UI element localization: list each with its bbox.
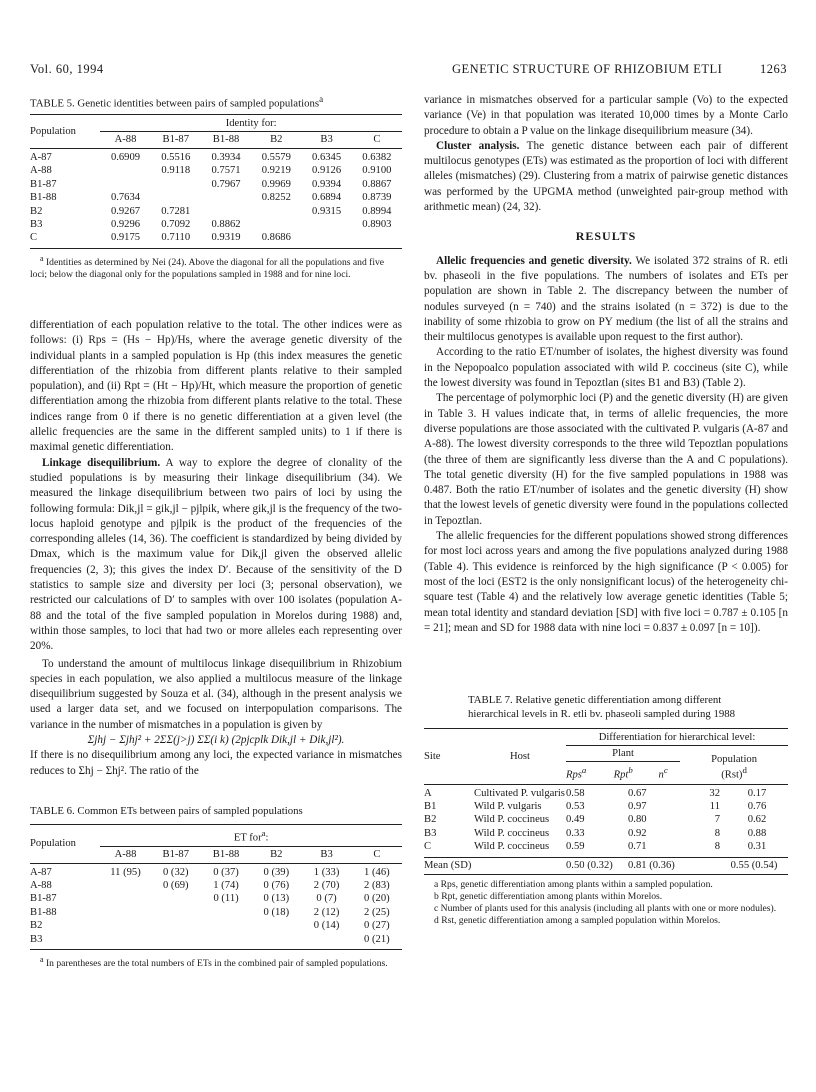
allelic-heading: Allelic frequencies and genetic diversity. [436, 254, 632, 267]
table5-cell [251, 205, 301, 218]
table5-row [30, 178, 402, 191]
table6-row [30, 879, 402, 892]
table7-mean-row [424, 860, 788, 871]
table5-cell: 0.8252 [261, 192, 291, 204]
table7-footnote-line: c Number of plants used for this analysis (including all plants with one or more nodules). [434, 902, 777, 914]
table7-site-header: Site [424, 750, 441, 762]
table7-host-cell: Wild P. vulgaris [474, 800, 542, 812]
running-header-title [452, 62, 722, 77]
table5-cell [301, 231, 351, 244]
table5-row [30, 231, 402, 244]
table7-span-header: Differentiation for hierarchical level: [566, 732, 788, 746]
table7-mean-pop: 0.55 (0.54) [730, 859, 778, 871]
table5-row-label: B2 [30, 205, 43, 217]
table6-cell [100, 933, 150, 946]
table6-cell: 0 (69) [162, 879, 189, 891]
table6-cell: 0 (37) [213, 866, 239, 878]
table5-caption [30, 93, 402, 111]
table6-cell: 2 (12) [313, 906, 340, 918]
table6-row-header: Population [30, 838, 76, 850]
table6-row [30, 906, 402, 919]
table7-pop-cell: 0.62 [747, 814, 767, 826]
table7-pop-cell: 0.17 [747, 787, 767, 799]
table5-footnote-mark: a [40, 253, 44, 263]
table5-cell [301, 218, 351, 231]
table6-cell: 2 (25) [364, 906, 390, 918]
table6-footnote-text: In parentheses are the total numbers of ETs in the combined pair of sampled populations. [45, 958, 388, 970]
table5-row-label: B3 [30, 219, 43, 231]
table7-rps-cell: 0.49 [566, 814, 585, 826]
table6-cell [100, 892, 150, 905]
table7-rps-cell: 0.33 [566, 827, 585, 839]
cluster-body: The genetic distance between each pair of different multilocus genotypes (ETs) was estimated as the proportion of loci with different alleles (mismatches) (29). Clustering from a matrix of pairwise genetic distances was performed by the UPGMA method (unweighted pair-group method with arithmetic mean) (24, 32). [424, 139, 788, 214]
table5-col-header: C [373, 134, 381, 145]
linkage-body: A way to explore the degree of clonality of the studied populations is by measuring their linkage disequilibrium (34). We measured the linkage disequilibrium between two pairs of loci by using the following formula: Dik,jl = gik,jl − pjlpik, where gik,jl is the frequency of the two-locus haploid genotype and pjlpik is the product of the frequencies of the corresponding alleles (14, 36). The coefficient is standardized by being divided by Dmax, which is the maximum value for Dik,jl given the observed allelic frequencies (2, 3); this gives the index D′. Because of the sensitivity of the D statistics to sample size and diversity per loci (3; personal observation), we restricted our calculations of D′ to samples with over 100 isolates (population A-88 and the total of the five sampled population in Morelos during 1988) and, within those samples, to loci that had two or more alleles each representing over 20%. [30, 456, 402, 653]
table6-cell [151, 892, 201, 905]
table5-cell [201, 191, 251, 204]
table6-cell: 0 (14) [313, 920, 340, 932]
table7-plant-header: Plant [566, 746, 680, 762]
table5-cell: 0.6382 [362, 152, 392, 163]
table5-cell: 0.9315 [312, 205, 342, 217]
table7-rpt-label: Rpt [613, 769, 629, 781]
table6-cell [100, 906, 150, 919]
table5-cell: 0.7110 [161, 232, 191, 244]
table5-cell: 0.9175 [110, 232, 141, 244]
table7-n-header: $n^c$ [658, 765, 668, 781]
table6-cell: 0 (7) [316, 893, 337, 905]
table7-site-cell: B1 [424, 800, 437, 812]
left-body-text [30, 318, 402, 779]
table5-row-label: B1-88 [30, 192, 57, 204]
table5-cell [251, 218, 301, 231]
table6-col-header: A-88 [114, 848, 137, 860]
table7-row [424, 840, 788, 853]
table6-cell: 2 (70) [313, 879, 340, 891]
table7-rpt-cell: 0.80 [628, 814, 647, 826]
table7-pop-cell: 0.88 [747, 827, 767, 839]
table5-row-label: A-88 [30, 165, 52, 177]
table6-row-label: B2 [30, 920, 43, 932]
table7-pop-cell: 0.76 [747, 800, 767, 812]
right-paragraph-4: The percentage of polymorphic loci (P) and the genetic diversity (H) are given in Table 3. H values indicate that, in terms of allelic frequencies, the more diverse populations are those associated with the cultivated P. vulgaris (A-87 and A-88). The lowest diversity corresponds to the three wild Tepoztlan populations (the three of them are significantly less diverse than the A and C populations). The total genetic diversity (H) for the five sampled populations in 1988 was 0.487. Both the ratio ET/number of isolates and the genetic diversity (H) show that the lowest levels of genetic diversity were found in the populations collected in Tepoztlan. [424, 392, 788, 527]
table7-n-cell: 7 [714, 814, 720, 826]
table5-cell: 0.7634 [110, 192, 141, 204]
table6-row [30, 919, 402, 932]
table6-cell [251, 933, 301, 946]
table7-n-cell: 8 [714, 827, 720, 839]
table7-row [424, 787, 788, 800]
table5-footnote [30, 253, 402, 281]
running-header-volume: Vol. 60, 1994 [30, 62, 104, 76]
table5-cell: 0.7571 [211, 165, 241, 177]
right-paragraph-3: According to the ratio ET/number of isolates, the highest diversity was found in the Nepopoalco population associated with wild P. coccineus (site C), while the lowest diversity was found in Tepoztlan (sites B1 and B3) (Table 2). [424, 346, 788, 390]
table6-cell: 1 (74) [213, 879, 239, 891]
table7-host-header: Host [509, 750, 530, 762]
left-paragraph-4: If there is no disequilibrium among any loci, the expected variance in mismatches reduces to Σhj − Σhj². The ratio of the [30, 749, 402, 777]
table6-col-header: C [373, 848, 381, 860]
table6-cell [100, 879, 150, 892]
table7-host-cell: Wild P. coccineus [474, 841, 550, 853]
cluster-paragraph [424, 139, 788, 215]
table7-n-label: n [658, 769, 664, 781]
table7-rpt-cell: 0.92 [628, 827, 647, 839]
table5 [30, 114, 402, 281]
table7-host-cell: Cultivated P. vulgaris [474, 787, 565, 799]
table7-n-cell: 8 [714, 841, 720, 853]
table6-cell: 0 (18) [263, 906, 290, 918]
table7-host-cell: Wild P. coccineus [474, 827, 550, 839]
table6-span-mark: a [261, 828, 266, 838]
table7-rps-header: Rps$^a$ [566, 765, 587, 781]
table5-cell: 0.6909 [110, 152, 141, 163]
table5-row [30, 191, 402, 204]
table7-rst-label: (Rst) [721, 769, 743, 781]
allelic-body: We isolated 372 strains of R. etli bv. phaseoli in the five populations. The numbers of isolates and ETs per population are shown in Table 2. The discrepancy between the number of nodules surveyed (n = 740) and the strains isolated (n = 372) is due to the inability of some rhizobia to grow on PY medium (the list of all the strains and their multilocus genotypes is available upon request to the first author). [424, 254, 788, 344]
table5-row-label: C [30, 232, 38, 244]
table6-col-header: B1-87 [162, 848, 190, 860]
table5-cell: 0.5579 [261, 152, 291, 163]
table6-cell: 0 (20) [364, 893, 390, 905]
results-heading: RESULTS [575, 229, 637, 244]
right-paragraph-5: The allelic frequencies for the different populations showed strong differences for most loci across years and among the five populations analyzed during 1988 (Table 4). This evidence is reinforced by the high significance (P < 0.005) for most of the loci (EST2 is the only nonsignificant locus) of the heterogeneity chi-square test (Table 4) and the relatively low average genetic identities (Table 5; mean total identity and standard deviation [SD] with five loci = 0.787 ± 0.105 [n = 21]; mean and SD for 1988 data with nine loci = 0.837 ± 0.097 [n = 10]). [424, 530, 788, 634]
table7-footnotes [424, 879, 788, 927]
table5-cell: 0.8686 [261, 232, 291, 244]
table6-cell: 0 (27) [364, 920, 390, 932]
table5-cell: 0.8739 [362, 192, 392, 204]
table7-rpt-cell: 0.71 [628, 841, 647, 853]
table6-span-header-text: ET for [233, 832, 262, 844]
table6-cell: 2 (83) [364, 879, 390, 891]
table5-caption-mark: a [319, 94, 324, 104]
table7 [424, 728, 788, 927]
table5-row-label: A-87 [30, 152, 52, 163]
table5-cell: 0.8903 [362, 219, 392, 231]
table7-host-cell: Wild P. coccineus [474, 814, 550, 826]
table5-cell: 0.7281 [161, 205, 191, 217]
table6-cell: 0 (13) [263, 893, 290, 905]
table6-footnote-mark: a [40, 954, 44, 964]
table5-col-header: B1-88 [212, 134, 240, 145]
table7-footnote-line: b Rpt, genetic differentiation among plants within Morelos. [434, 890, 663, 902]
table6-cell: 0 (76) [263, 879, 290, 891]
table5-row [30, 164, 402, 177]
table7-population-header: Population (Rst)$^d$ [711, 754, 758, 781]
table5-cell [100, 164, 150, 177]
table5-cell: 0.9319 [211, 232, 241, 244]
table6-cell [301, 933, 351, 946]
table7-site-cell: C [424, 841, 432, 853]
table6-cell: 0 (32) [162, 866, 189, 878]
table7-row [424, 800, 788, 813]
table5-cell: 0.9126 [312, 165, 342, 177]
table6-row-label: B1-88 [30, 906, 57, 918]
table6-row-label: A-87 [30, 866, 52, 878]
table7-site-cell: B2 [424, 814, 437, 826]
left-paragraph-3: To understand the amount of multilocus linkage disequilibrium in Rhizobium species in each population, we also applied a multilocus measure of the linkage disequilibrium suggested by Souza et al. (34), although in the present analysis we used a larger data set, and we focused on interpopulation comparisons. The variance in the number of mismatches in a population is given by [30, 657, 402, 731]
table7-mean-label: Mean (SD) [424, 859, 472, 871]
table5-cell [151, 191, 201, 204]
table6-cell [201, 919, 251, 932]
table5-row [30, 218, 402, 231]
table7-caption: TABLE 7. Relative genetic differentiation among different hierarchical levels in R. etli bv. phaseoli sampled during 1988 [468, 694, 736, 720]
table5-cell: 0.9394 [312, 178, 342, 190]
table6-cell: 0 (39) [263, 866, 290, 878]
left-paragraph-1: differentiation of each population relative to the total. The other indices were as follows: (i) Rps = (Hs − Hp)/Hs, where the average genetic diversity of the individual plants in a sampled population is Hp (this index measures the genetic differentiation of the rhizobia from different plants relative to their sampled population), and (ii) Rpt = (Ht − Hp)/Ht, which measure the proportion of genetic differentiation among the rhizobia from different plants relative to the total. These indices range from 0 if there is no genetic differentiation at a given level (the allelic frequencies are the same in the different sampled units) to 1 if there is maximal genetic differentiation. [30, 319, 402, 454]
table7-rpt-cell: 0.97 [628, 800, 647, 812]
table7-population-label: Population [711, 754, 758, 765]
table6-cell: 0 (11) [213, 893, 239, 905]
table6-cell: 1 (46) [364, 866, 390, 878]
table6-cell [151, 919, 201, 932]
page-number: 1263 [760, 62, 787, 76]
table7-row [424, 813, 788, 826]
table5-cell: 0.5516 [161, 152, 191, 163]
right-paragraph-1: variance in mismatches observed for a particular sample (Vo) to the expected variance (Ve) in that population was iterated 10,000 times by a Monte Carlo procedure to obtain a P value on the linkage disequilibrium measure (34). [424, 94, 788, 137]
table6-cell: 1 (33) [313, 866, 340, 878]
header-title-text: GENETIC STRUCTURE OF RHIZOBIUM ETLI [452, 62, 723, 76]
table5-cell: 0.9118 [161, 165, 191, 177]
linkage-heading: Linkage disequilibrium. [42, 456, 161, 469]
table5-cell: 0.9267 [110, 205, 141, 217]
table6-cell: 0 (21) [364, 933, 390, 945]
table7-n-cell: 32 [709, 787, 720, 799]
table6-row [30, 933, 402, 946]
table5-cell: 0.6345 [312, 152, 342, 163]
table6-row [30, 892, 402, 905]
table6-cell [100, 919, 150, 932]
table7-pop-cell: 0.31 [747, 841, 767, 853]
table7-site-cell: A [424, 787, 432, 799]
table5-col-header: B2 [270, 134, 283, 145]
table6 [30, 824, 402, 970]
cluster-heading: Cluster analysis. [436, 139, 520, 152]
table6-col-header: B2 [270, 848, 283, 860]
table6-row [30, 866, 402, 879]
table5-cell [100, 178, 150, 191]
table5-cell: 0.3934 [211, 152, 241, 163]
right-body-text [424, 93, 788, 636]
table6-cell [201, 906, 251, 919]
table5-cell [151, 178, 201, 191]
table5-cell: 0.7967 [211, 178, 241, 190]
table6-row-label: B3 [30, 933, 43, 945]
table5-row-header: Population [30, 126, 76, 137]
table5-col-header: A-88 [114, 134, 137, 145]
table7-mean-rpt: 0.81 (0.36) [628, 859, 675, 871]
table7-rpt-cell: 0.67 [628, 787, 647, 799]
table5-cell: 0.9296 [110, 219, 141, 231]
table7-rps-cell: 0.59 [566, 841, 585, 853]
table5-span-header: Identity for: [100, 118, 402, 132]
table7-rps-cell: 0.53 [566, 800, 585, 812]
table5-row [30, 151, 402, 164]
table7-footnote-line: a Rps, genetic differentiation among plants within a sampled population. [434, 878, 713, 890]
table5-cell [201, 205, 251, 218]
table5-row-label: B1-87 [30, 178, 57, 190]
table7-footnote-line: d Rst, genetic differentiation among a sampled population within Morelos. [434, 914, 721, 926]
table6-cell: 11 (95) [110, 866, 141, 878]
table5-col-header: B1-87 [162, 134, 190, 145]
table5-cell: 0.9219 [261, 165, 291, 177]
table6-caption: TABLE 6. Common ETs between pairs of sampled populations [30, 805, 303, 817]
table5-cell: 0.8867 [362, 178, 392, 190]
table6-col-header: B3 [320, 848, 333, 860]
table6-span-header: ET for$^a$: [100, 828, 402, 846]
mismatch-formula: Σjhj − Σjhj² + 2ΣΣ(j>j) ΣΣ(i k) (2pjcplk Dik,jl + Dik,jl²). [87, 734, 345, 747]
table6-row-label: B1-87 [30, 893, 57, 905]
table6-cell [151, 933, 201, 946]
table7-rps-label: Rps [566, 769, 582, 781]
table5-col-header: B3 [320, 134, 333, 145]
table7-row [424, 827, 788, 840]
table6-cell [201, 933, 251, 946]
table5-cell [352, 231, 402, 244]
table5-caption-text: TABLE 5. Genetic identities between pairs of sampled populations [30, 97, 320, 110]
table5-row [30, 205, 402, 218]
allelic-paragraph [424, 254, 788, 346]
table5-cell: 0.9100 [362, 165, 392, 177]
table6-cell [151, 906, 201, 919]
table5-cell: 0.9969 [261, 178, 291, 190]
linkage-paragraph [30, 456, 402, 655]
table5-footnote-text: Identities as determined by Nei (24). Above the diagonal for all the populations and five loci; below the diagonal only for the populations sampled in 1988 and for nine loci. [30, 257, 385, 281]
table7-mean-rps: 0.50 (0.32) [566, 859, 613, 871]
table7-rps-cell: 0.58 [566, 787, 585, 799]
table7-site-cell: B3 [424, 827, 437, 839]
table6-footnote [30, 954, 402, 970]
table6-col-header: B1-88 [212, 848, 240, 860]
table5-cell: 0.8994 [362, 205, 392, 217]
table5-cell: 0.6894 [312, 192, 342, 204]
table6-row-label: A-88 [30, 879, 52, 891]
table5-cell: 0.8862 [211, 219, 241, 231]
table6-cell [251, 919, 301, 932]
table5-cell: 0.7092 [161, 219, 191, 231]
table7-n-cell: 11 [709, 800, 720, 812]
table7-rpt-header: Rpt$^b$ [613, 765, 633, 781]
